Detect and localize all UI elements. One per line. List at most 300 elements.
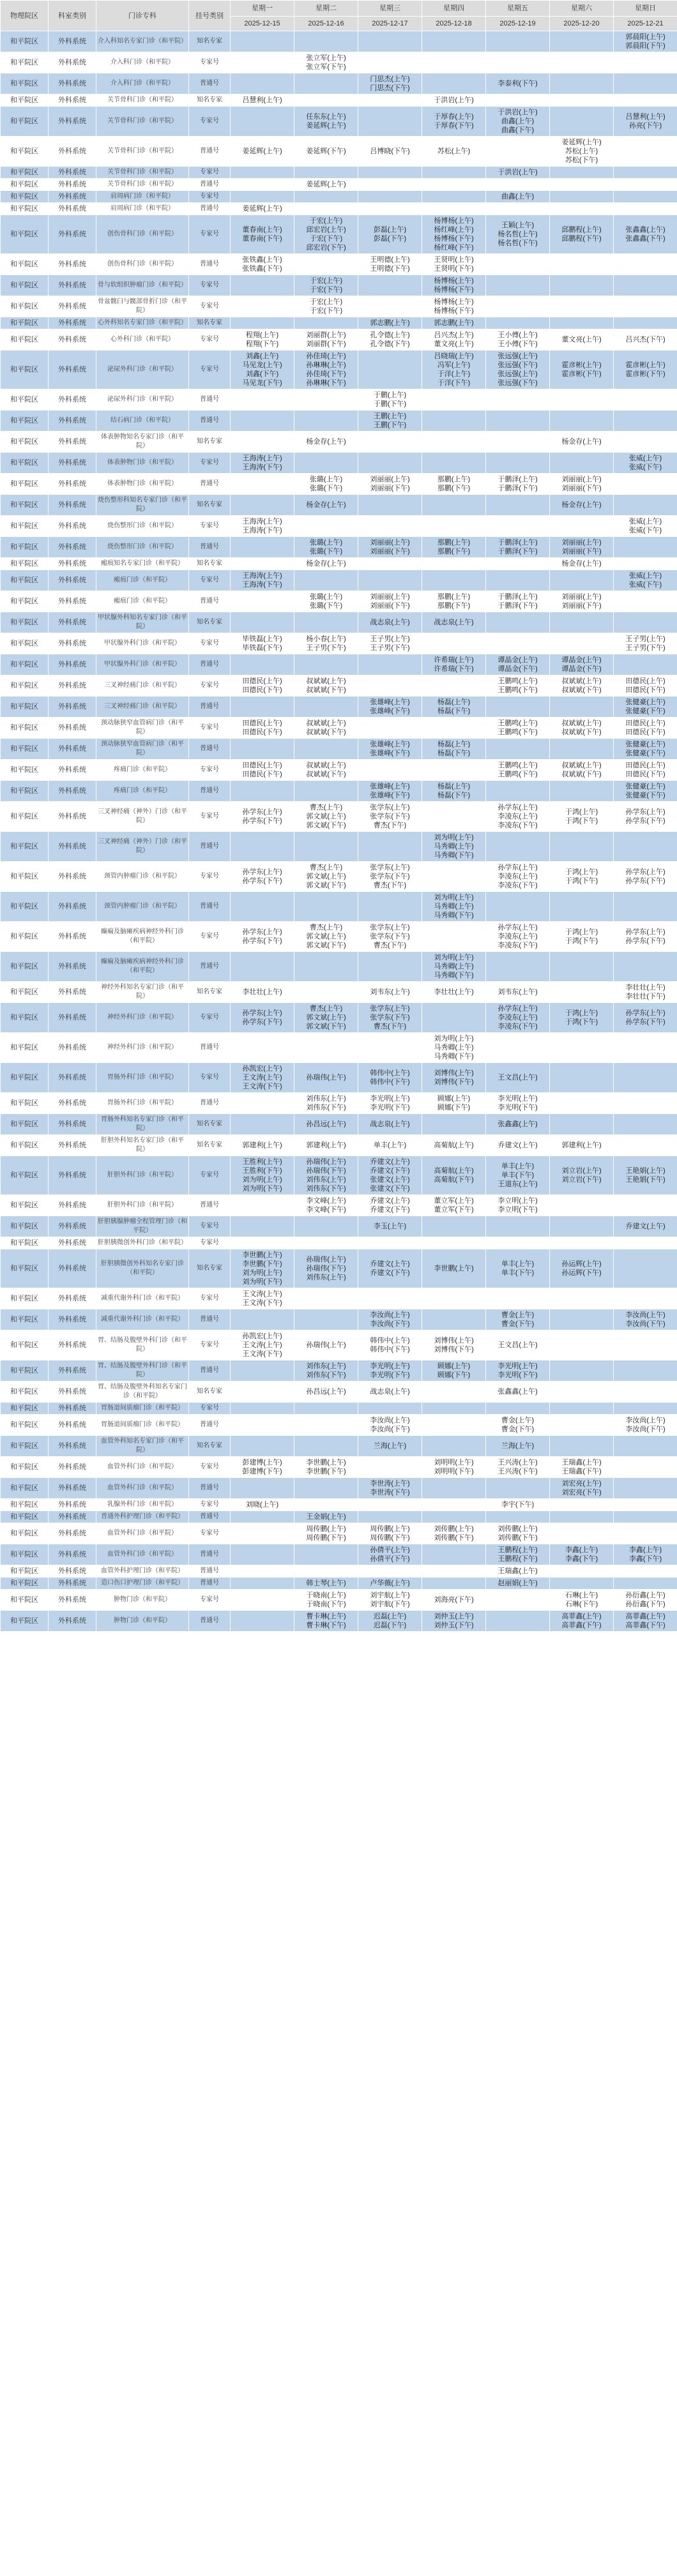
doctor-slot[interactable]: 那鹏(下午) xyxy=(437,548,471,555)
doctor-slot[interactable]: 于洋(下午) xyxy=(437,379,471,387)
doctor-slot[interactable]: 张雄峰(上午) xyxy=(370,698,410,706)
doctor-slot[interactable]: 王海涛(下午) xyxy=(242,463,282,471)
doctor-slot[interactable]: 于洪岩(上午) xyxy=(434,96,474,104)
doctor-slot[interactable]: 于宏(上午) xyxy=(309,298,343,306)
doctor-slot[interactable]: 杨磊(下午) xyxy=(437,707,471,715)
doctor-slot[interactable]: 王文昌(上午) xyxy=(498,1074,538,1081)
doctor-slot[interactable]: 石琳(上午) xyxy=(565,1592,598,1599)
doctor-slot[interactable]: 刘丽丽(上午) xyxy=(370,539,410,546)
doctor-slot[interactable]: 孙学东(上午) xyxy=(498,804,538,811)
doctor-slot[interactable]: 刘丽丽(上午) xyxy=(561,539,602,546)
doctor-slot[interactable]: 杨博杨(下午) xyxy=(434,235,474,243)
doctor-slot[interactable]: 姜延辉(上午) xyxy=(242,147,282,155)
doctor-slot[interactable]: 张远强(下午) xyxy=(498,361,538,369)
doctor-slot[interactable]: 韩伟中(下午) xyxy=(370,1078,410,1086)
doctor-slot[interactable]: 孙学东(下午) xyxy=(242,877,282,885)
doctor-slot[interactable]: 孙学东(下午) xyxy=(625,877,666,885)
doctor-slot[interactable]: 张铁鑫(上午) xyxy=(242,256,282,264)
doctor-slot[interactable]: 李凌东(下午) xyxy=(498,1023,538,1030)
doctor-slot[interactable]: 吕晓瑞(上午) xyxy=(434,352,474,360)
doctor-slot[interactable]: 张雄峰(上午) xyxy=(370,783,410,790)
doctor-slot[interactable]: 于鹏泽(下午) xyxy=(498,485,538,492)
doctor-slot[interactable]: 孙学东(上午) xyxy=(498,864,538,871)
doctor-slot[interactable]: 董春南(下午) xyxy=(242,235,282,243)
doctor-slot[interactable]: 刘博伟(下午) xyxy=(434,1346,474,1353)
doctor-slot[interactable]: 刘立岩(下午) xyxy=(561,1176,602,1184)
doctor-slot[interactable]: 单丰(下午) xyxy=(501,1171,535,1179)
doctor-slot[interactable]: 张健豪(上午) xyxy=(625,741,666,748)
doctor-slot[interactable]: 谭晶金(下午) xyxy=(498,665,538,673)
doctor-slot[interactable]: 孙学东(下午) xyxy=(625,1018,666,1026)
doctor-slot[interactable]: 姜延辉(下午) xyxy=(306,147,346,155)
doctor-slot[interactable]: 杨金存(上午) xyxy=(561,501,602,509)
doctor-slot[interactable]: 霍彦彬(下午) xyxy=(625,370,666,378)
doctor-slot[interactable]: 杨红峰(下午) xyxy=(434,244,474,252)
doctor-slot[interactable]: 刘为明(下午) xyxy=(242,1185,282,1193)
doctor-slot[interactable]: 刘为明(下午) xyxy=(242,1278,282,1286)
doctor-slot[interactable]: 王鹏鸣(下午) xyxy=(498,771,538,778)
doctor-slot[interactable]: 吕慧利(上午) xyxy=(625,113,666,121)
doctor-slot[interactable]: 周传鹏(下午) xyxy=(370,1534,410,1542)
doctor-slot[interactable]: 刘仲玉(下午) xyxy=(434,1622,474,1629)
doctor-slot[interactable]: 于鸿(上午) xyxy=(565,808,598,816)
doctor-slot[interactable]: 李世涛(下午) xyxy=(370,1489,410,1496)
doctor-slot[interactable]: 郭文斌(下午) xyxy=(306,1023,346,1030)
doctor-slot[interactable]: 于晓南(上午) xyxy=(306,1592,346,1599)
doctor-slot[interactable]: 叔斌斌(下午) xyxy=(561,728,602,736)
doctor-slot[interactable]: 高菲鑫(上午) xyxy=(625,1613,666,1620)
doctor-slot[interactable]: 杨小春(上午) xyxy=(306,635,346,643)
doctor-slot[interactable]: 李凌东(下午) xyxy=(498,822,538,829)
doctor-slot[interactable]: 叔斌斌(下午) xyxy=(561,686,602,694)
doctor-slot[interactable]: 杨红峰(上午) xyxy=(434,226,474,234)
doctor-slot[interactable]: 王瑞鑫(上午) xyxy=(561,1459,602,1466)
doctor-slot[interactable]: 李立明(上午) xyxy=(498,1197,538,1205)
doctor-slot[interactable]: 孙琳琳(上午) xyxy=(306,361,346,369)
doctor-slot[interactable]: 高菲鑫(上午) xyxy=(561,1613,602,1620)
doctor-slot[interactable]: 刘伟东(上午) xyxy=(306,1274,346,1281)
doctor-slot[interactable]: 董立军(下午) xyxy=(434,1206,474,1214)
doctor-slot[interactable]: 邱宏岩(下午) xyxy=(306,244,346,252)
doctor-slot[interactable]: 于鹏泽(下午) xyxy=(498,548,538,555)
doctor-slot[interactable]: 于宏(下午) xyxy=(309,235,343,243)
doctor-slot[interactable]: 张立军(下午) xyxy=(306,63,346,71)
doctor-slot[interactable]: 马秀卿(上午) xyxy=(434,843,474,850)
doctor-slot[interactable]: 王小傅(下午) xyxy=(498,340,538,348)
doctor-slot[interactable]: 王海涛(下午) xyxy=(242,527,282,534)
doctor-slot[interactable]: 王文涛(下午) xyxy=(242,1350,282,1358)
doctor-slot[interactable]: 郭志鹏(上午) xyxy=(434,319,474,327)
doctor-slot[interactable]: 孙学东(上午) xyxy=(242,808,282,816)
doctor-slot[interactable]: 杨磊(下午) xyxy=(437,749,471,757)
doctor-slot[interactable]: 杨博杨(下午) xyxy=(434,286,474,294)
doctor-slot[interactable]: 李凌东(上午) xyxy=(498,813,538,820)
doctor-slot[interactable]: 叔斌斌(上午) xyxy=(561,719,602,727)
doctor-slot[interactable]: 刘伟东(上午) xyxy=(306,1095,346,1103)
doctor-slot[interactable]: 刘丽丽(下午) xyxy=(370,602,410,610)
doctor-slot[interactable]: 杨金存(上午) xyxy=(561,438,602,446)
doctor-slot[interactable]: 刘鑫(上午) xyxy=(245,352,279,360)
doctor-slot[interactable]: 孙佳琦(下午) xyxy=(306,370,346,378)
doctor-slot[interactable]: 姜延辉(上午) xyxy=(242,205,282,213)
doctor-slot[interactable]: 高菲鑫(下午) xyxy=(561,1622,602,1629)
doctor-slot[interactable]: 于鸿(下午) xyxy=(565,937,598,945)
doctor-slot[interactable]: 李凌东(下午) xyxy=(498,882,538,889)
doctor-slot[interactable]: 李壮壮(上午) xyxy=(625,984,666,991)
doctor-slot[interactable]: 李凌东(下午) xyxy=(498,942,538,949)
doctor-slot[interactable]: 张远强(下午) xyxy=(498,379,538,387)
doctor-slot[interactable]: 董文亮(上午) xyxy=(561,336,602,343)
doctor-slot[interactable]: 李光明(下午) xyxy=(498,1371,538,1379)
doctor-slot[interactable]: 郭文斌(下午) xyxy=(306,942,346,949)
doctor-slot[interactable]: 孙衍鑫(下午) xyxy=(625,1601,666,1608)
doctor-slot[interactable]: 马秀卿(上午) xyxy=(434,903,474,910)
doctor-slot[interactable]: 田德民(下午) xyxy=(625,686,666,694)
doctor-slot[interactable]: 张雄峰(上午) xyxy=(370,741,410,748)
doctor-slot[interactable]: 李宇(下午) xyxy=(501,1501,535,1509)
doctor-slot[interactable]: 刘为明(上午) xyxy=(434,834,474,841)
doctor-slot[interactable]: 刘丽丽(上午) xyxy=(561,593,602,601)
doctor-slot[interactable]: 田德民(下午) xyxy=(242,686,282,694)
doctor-slot[interactable]: 郭文斌(上午) xyxy=(306,933,346,940)
doctor-slot[interactable]: 曹杰(上午) xyxy=(309,1005,343,1013)
doctor-slot[interactable]: 张璐(上午) xyxy=(309,539,343,546)
doctor-slot[interactable]: 王兴涛(下午) xyxy=(498,1468,538,1475)
doctor-slot[interactable]: 孙学东(上午) xyxy=(625,928,666,936)
doctor-slot[interactable]: 王海涛(上午) xyxy=(242,455,282,462)
doctor-slot[interactable]: 李立明(下午) xyxy=(498,1206,538,1214)
doctor-slot[interactable]: 刘丽丽(下午) xyxy=(370,485,410,492)
doctor-slot[interactable]: 杨博杨(上午) xyxy=(434,277,474,285)
doctor-slot[interactable]: 孙学东(下午) xyxy=(625,817,666,825)
doctor-slot[interactable]: 刘明明(上午) xyxy=(434,1459,474,1466)
doctor-slot[interactable]: 于鸿(上午) xyxy=(565,868,598,876)
doctor-slot[interactable]: 孙学东(上午) xyxy=(242,868,282,876)
doctor-slot[interactable]: 杨磊(上午) xyxy=(437,783,471,790)
doctor-slot[interactable]: 孙学东(下午) xyxy=(625,937,666,945)
doctor-slot[interactable]: 刘宏亮(上午) xyxy=(561,1480,602,1488)
doctor-slot[interactable]: 刘明明(下午) xyxy=(434,1468,474,1475)
doctor-slot[interactable]: 吕兴杰(上午) xyxy=(434,331,474,339)
doctor-slot[interactable]: 刘伟东(上午) xyxy=(306,1362,346,1370)
doctor-slot[interactable]: 曹卡琳(下午) xyxy=(306,1622,346,1629)
doctor-slot[interactable]: 孙瑞伟(上午) xyxy=(306,1074,346,1081)
doctor-slot[interactable]: 那鹏(下午) xyxy=(437,602,471,610)
doctor-slot[interactable]: 李鑫(上午) xyxy=(565,1546,598,1554)
doctor-slot[interactable]: 于鸿(下午) xyxy=(565,877,598,885)
doctor-slot[interactable]: 许希瑞(上午) xyxy=(434,656,474,664)
doctor-slot[interactable]: 于鹏(下午) xyxy=(373,400,407,408)
doctor-slot[interactable]: 张威(上午) xyxy=(628,518,662,525)
doctor-slot[interactable]: 董春南(上午) xyxy=(242,226,282,234)
doctor-slot[interactable]: 王鹏程(上午) xyxy=(498,1546,538,1554)
doctor-slot[interactable]: 霍彦彬(上午) xyxy=(625,361,666,369)
doctor-slot[interactable]: 杨名哲(下午) xyxy=(498,239,538,247)
doctor-slot[interactable]: 王瑞鑫(下午) xyxy=(561,1468,602,1475)
doctor-slot[interactable]: 郭文斌(下午) xyxy=(306,882,346,889)
doctor-slot[interactable]: 刘伟东(下午) xyxy=(306,1185,346,1193)
doctor-slot[interactable]: 杨磊(上午) xyxy=(437,698,471,706)
doctor-slot[interactable]: 孙学东(上午) xyxy=(242,928,282,936)
doctor-slot[interactable]: 叔斌斌(上午) xyxy=(306,762,346,769)
doctor-slot[interactable]: 孙运辉(上午) xyxy=(561,1260,602,1268)
doctor-slot[interactable]: 卢华薇(上午) xyxy=(370,1579,410,1587)
doctor-slot[interactable]: 毕铁磊(下午) xyxy=(242,644,282,652)
doctor-slot[interactable]: 王鹏鸣(下午) xyxy=(498,728,538,736)
doctor-slot[interactable]: 郭建利(上午) xyxy=(561,1141,602,1149)
doctor-slot[interactable]: 于鹏泽(上午) xyxy=(498,476,538,483)
doctor-slot[interactable]: 李光明(上午) xyxy=(370,1362,410,1370)
doctor-slot[interactable]: 刘博伟(上午) xyxy=(434,1337,474,1344)
doctor-slot[interactable]: 田德民(下午) xyxy=(242,728,282,736)
doctor-slot[interactable]: 张立军(上午) xyxy=(306,54,346,62)
doctor-slot[interactable]: 张远强(上午) xyxy=(498,352,538,360)
doctor-slot[interactable]: 刘为明(上午) xyxy=(434,954,474,961)
doctor-slot[interactable]: 李光明(上午) xyxy=(370,1095,410,1103)
doctor-slot[interactable]: 苏松(上午) xyxy=(437,147,471,155)
doctor-slot[interactable]: 刘鑫(下午) xyxy=(245,370,279,378)
doctor-slot[interactable]: 曹金(下午) xyxy=(501,1426,535,1433)
doctor-slot[interactable]: 马秀卿(下午) xyxy=(434,1053,474,1060)
doctor-slot[interactable]: 王子男(下午) xyxy=(625,644,666,652)
doctor-slot[interactable]: 于鹏泽(上午) xyxy=(498,539,538,546)
doctor-slot[interactable]: 吕兴杰(下午) xyxy=(625,336,666,343)
doctor-slot[interactable]: 张健豪(上午) xyxy=(625,783,666,790)
doctor-slot[interactable]: 王金娟(上午) xyxy=(306,1513,346,1521)
doctor-slot[interactable]: 张璐(上午) xyxy=(309,476,343,483)
doctor-slot[interactable]: 叔斌斌(上午) xyxy=(561,762,602,769)
doctor-slot[interactable]: 王颖(上午) xyxy=(501,222,535,229)
doctor-slot[interactable]: 于洋(上午) xyxy=(437,370,471,378)
doctor-slot[interactable]: 李汝尚(上午) xyxy=(625,1417,666,1424)
doctor-slot[interactable]: 李汝尚(下午) xyxy=(370,1320,410,1328)
doctor-slot[interactable]: 彭建博(下午) xyxy=(242,1468,282,1475)
doctor-slot[interactable]: 马见龙(下午) xyxy=(242,379,282,387)
doctor-slot[interactable]: 孙学东(上午) xyxy=(242,1009,282,1017)
doctor-slot[interactable]: 郭文斌(下午) xyxy=(306,822,346,829)
doctor-slot[interactable]: 李世鹏(上午) xyxy=(242,1251,282,1259)
doctor-slot[interactable]: 张雄峰(下午) xyxy=(370,707,410,715)
doctor-slot[interactable]: 张铁鑫(下午) xyxy=(242,265,282,273)
doctor-slot[interactable]: 叔斌斌(下午) xyxy=(306,686,346,694)
doctor-slot[interactable]: 王子男(下午) xyxy=(306,644,346,652)
doctor-slot[interactable]: 李汝尚(下午) xyxy=(625,1320,666,1328)
doctor-slot[interactable]: 张鑫鑫(下午) xyxy=(625,235,666,243)
doctor-slot[interactable]: 刘韦东(上午) xyxy=(370,988,410,996)
doctor-slot[interactable]: 叔斌斌(上午) xyxy=(306,677,346,685)
doctor-slot[interactable]: 马秀卿(下午) xyxy=(434,972,474,979)
doctor-slot[interactable]: 战志泉(上午) xyxy=(370,619,410,626)
doctor-slot[interactable]: 刘为明(上午) xyxy=(242,1269,282,1277)
doctor-slot[interactable]: 李凌东(上午) xyxy=(498,1014,538,1021)
doctor-slot[interactable]: 叔斌斌(上午) xyxy=(561,677,602,685)
doctor-slot[interactable]: 门思杰(上午) xyxy=(370,75,410,83)
doctor-slot[interactable]: 杨金存(上午) xyxy=(306,438,346,446)
doctor-slot[interactable]: 单丰(上午) xyxy=(501,1260,535,1268)
doctor-slot[interactable]: 杨博杨(上午) xyxy=(434,217,474,225)
doctor-slot[interactable]: 李凌东(上午) xyxy=(498,933,538,940)
doctor-slot[interactable]: 苏松(下午) xyxy=(565,156,598,164)
doctor-slot[interactable]: 李鑫(上午) xyxy=(628,1546,662,1554)
doctor-slot[interactable]: 邱宏岩(上午) xyxy=(306,226,346,234)
doctor-slot[interactable]: 谭晶金(上午) xyxy=(561,656,602,664)
doctor-slot[interactable]: 刘韦东(上午) xyxy=(498,988,538,996)
doctor-slot[interactable]: 刘传鹏(下午) xyxy=(498,1534,538,1542)
doctor-slot[interactable]: 王海涛(上午) xyxy=(242,518,282,525)
doctor-slot[interactable]: 王道东(上午) xyxy=(498,1180,538,1188)
doctor-slot[interactable]: 李世鹏(上午) xyxy=(306,1459,346,1466)
doctor-slot[interactable]: 乔建文(下午) xyxy=(370,1269,410,1277)
doctor-slot[interactable]: 叔斌斌(下午) xyxy=(306,728,346,736)
doctor-slot[interactable]: 李世涛(上午) xyxy=(370,1480,410,1488)
doctor-slot[interactable]: 乔建文(下午) xyxy=(370,1167,410,1175)
doctor-slot[interactable]: 高菊航(上午) xyxy=(434,1141,474,1149)
doctor-slot[interactable]: 刘为明(上午) xyxy=(434,894,474,901)
doctor-slot[interactable]: 张璐(下午) xyxy=(309,548,343,555)
doctor-slot[interactable]: 董文亮(上午) xyxy=(434,340,474,348)
doctor-slot[interactable]: 李泰利(下午) xyxy=(498,80,538,87)
doctor-slot[interactable]: 孙学东(上午) xyxy=(625,868,666,876)
doctor-slot[interactable]: 曲鑫(下午) xyxy=(501,126,535,134)
doctor-slot[interactable]: 杨博杨(上午) xyxy=(434,298,474,306)
doctor-slot[interactable]: 顾娜(上午) xyxy=(437,1095,471,1103)
doctor-slot[interactable]: 于鸿(下午) xyxy=(565,817,598,825)
doctor-slot[interactable]: 王贤明(上午) xyxy=(434,256,474,264)
doctor-slot[interactable]: 李凌东(上午) xyxy=(498,873,538,880)
doctor-slot[interactable]: 于宏(下午) xyxy=(309,286,343,294)
doctor-slot[interactable]: 赵丽娟(上午) xyxy=(498,1579,538,1587)
doctor-slot[interactable]: 兰海(上午) xyxy=(501,1442,535,1450)
doctor-slot[interactable]: 王文涛(下午) xyxy=(242,1083,282,1090)
doctor-slot[interactable]: 刘宏亮(下午) xyxy=(561,1489,602,1496)
doctor-slot[interactable]: 周传鹏(上午) xyxy=(306,1525,346,1533)
doctor-slot[interactable]: 战志泉(上午) xyxy=(434,619,474,626)
doctor-slot[interactable]: 张璐(下午) xyxy=(309,485,343,492)
doctor-slot[interactable]: 门思杰(下午) xyxy=(370,84,410,92)
doctor-slot[interactable]: 刘博伟(下午) xyxy=(434,1078,474,1086)
doctor-slot[interactable]: 刘传鹏(下午) xyxy=(434,1534,474,1542)
doctor-slot[interactable]: 王鹏(上午) xyxy=(373,412,407,420)
doctor-slot[interactable]: 乔建文(上午) xyxy=(498,1141,538,1149)
doctor-slot[interactable]: 李汝尚(下午) xyxy=(625,1426,666,1433)
doctor-slot[interactable]: 周传鹏(上午) xyxy=(370,1525,410,1533)
doctor-slot[interactable]: 孙昌远(上午) xyxy=(306,1120,346,1128)
doctor-slot[interactable]: 程翔(上午) xyxy=(245,331,279,339)
doctor-slot[interactable]: 张健豪(下午) xyxy=(625,792,666,799)
doctor-slot[interactable]: 孔令德(上午) xyxy=(370,331,410,339)
doctor-slot[interactable]: 叔斌斌(上午) xyxy=(306,719,346,727)
doctor-slot[interactable]: 曹杰(上午) xyxy=(309,864,343,871)
doctor-slot[interactable]: 张鑫鑫(上午) xyxy=(498,1120,538,1128)
doctor-slot[interactable]: 李壮壮(下午) xyxy=(625,993,666,1000)
doctor-slot[interactable]: 王鹏鸣(上午) xyxy=(498,677,538,685)
doctor-slot[interactable]: 韩伟中(下午) xyxy=(370,1346,410,1353)
doctor-slot[interactable]: 李世鹏(下午) xyxy=(306,1468,346,1475)
doctor-slot[interactable]: 孙学东(下午) xyxy=(242,937,282,945)
doctor-slot[interactable]: 李壮壮(上午) xyxy=(434,988,474,996)
doctor-slot[interactable]: 曹金(上午) xyxy=(501,1311,535,1319)
doctor-slot[interactable]: 兰海(上午) xyxy=(373,1442,407,1450)
doctor-slot[interactable]: 乔建文(上午) xyxy=(370,1197,410,1205)
doctor-slot[interactable]: 张威(上午) xyxy=(628,572,662,580)
doctor-slot[interactable]: 李汝尚(上午) xyxy=(370,1417,410,1424)
doctor-slot[interactable]: 迟磊(上午) xyxy=(373,1613,407,1620)
doctor-slot[interactable]: 谭晶金(下午) xyxy=(561,665,602,673)
doctor-slot[interactable]: 张威(下午) xyxy=(628,527,662,534)
doctor-slot[interactable]: 李玉(上午) xyxy=(373,1223,407,1230)
doctor-slot[interactable]: 彭建博(上午) xyxy=(242,1459,282,1466)
doctor-slot[interactable]: 于宏(上午) xyxy=(309,217,343,225)
doctor-slot[interactable]: 马秀卿(上午) xyxy=(434,963,474,970)
doctor-slot[interactable]: 于鸿(上午) xyxy=(565,1009,598,1017)
doctor-slot[interactable]: 霍彦彬(下午) xyxy=(561,370,602,378)
doctor-slot[interactable]: 刘丽丽(上午) xyxy=(370,476,410,483)
doctor-slot[interactable]: 石琳(下午) xyxy=(565,1601,598,1608)
doctor-slot[interactable]: 李光明(下午) xyxy=(370,1371,410,1379)
doctor-slot[interactable]: 孙运辉(下午) xyxy=(561,1269,602,1277)
doctor-slot[interactable]: 孙昌远(上午) xyxy=(306,1388,346,1396)
doctor-slot[interactable]: 曹杰(下午) xyxy=(373,822,407,829)
doctor-slot[interactable]: 孙倩平(上午) xyxy=(370,1546,410,1554)
doctor-slot[interactable]: 王文涛(下午) xyxy=(242,1299,282,1307)
doctor-slot[interactable]: 孙亮(下午) xyxy=(628,122,662,130)
doctor-slot[interactable]: 孙凯宏(上午) xyxy=(242,1065,282,1073)
doctor-slot[interactable]: 孙凯宏(上午) xyxy=(242,1332,282,1340)
doctor-slot[interactable]: 张璐(上午) xyxy=(309,593,343,601)
doctor-slot[interactable]: 张威(下午) xyxy=(628,581,662,589)
doctor-slot[interactable]: 张鑫鑫(上午) xyxy=(498,1388,538,1396)
doctor-slot[interactable]: 曹卡琳(上午) xyxy=(306,1613,346,1620)
doctor-slot[interactable]: 张建文(下午) xyxy=(370,1185,410,1193)
doctor-slot[interactable]: 王小傅(上午) xyxy=(498,331,538,339)
doctor-slot[interactable]: 刘传鹏(上午) xyxy=(434,1525,474,1533)
doctor-slot[interactable]: 田德民(上午) xyxy=(242,677,282,685)
doctor-slot[interactable]: 李汝尚(上午) xyxy=(370,1311,410,1319)
doctor-slot[interactable]: 刘丽丽(下午) xyxy=(561,602,602,610)
doctor-slot[interactable]: 孙瑞伟(上午) xyxy=(306,1158,346,1166)
doctor-slot[interactable]: 于宏(上午) xyxy=(309,277,343,285)
doctor-slot[interactable]: 刘丽丽(上午) xyxy=(561,476,602,483)
doctor-slot[interactable]: 张学东(上午) xyxy=(370,924,410,931)
doctor-slot[interactable]: 乔建文(上午) xyxy=(370,1158,410,1166)
doctor-slot[interactable]: 孙瑞伟(上午) xyxy=(306,1341,346,1349)
doctor-slot[interactable]: 王鹏程(下午) xyxy=(498,1555,538,1563)
doctor-slot[interactable]: 于洪岩(上午) xyxy=(498,169,538,176)
doctor-slot[interactable]: 于鹏泽(上午) xyxy=(498,593,538,601)
doctor-slot[interactable]: 张雄峰(下午) xyxy=(370,749,410,757)
doctor-slot[interactable]: 叔斌斌(下午) xyxy=(306,771,346,778)
doctor-slot[interactable]: 刘立岩(上午) xyxy=(561,1167,602,1175)
doctor-slot[interactable]: 韩伟中(上午) xyxy=(370,1069,410,1077)
doctor-slot[interactable]: 毕铁磊(上午) xyxy=(242,635,282,643)
doctor-slot[interactable]: 于晓南(下午) xyxy=(306,1601,346,1608)
doctor-slot[interactable]: 李光明(上午) xyxy=(498,1095,538,1103)
doctor-slot[interactable]: 刘博伟(上午) xyxy=(434,1069,474,1077)
doctor-slot[interactable]: 王海涛(上午) xyxy=(242,572,282,580)
doctor-slot[interactable]: 田德民(上午) xyxy=(625,719,666,727)
doctor-slot[interactable]: 张健豪(下午) xyxy=(625,749,666,757)
doctor-slot[interactable]: 杨金存(上午) xyxy=(306,501,346,509)
doctor-slot[interactable]: 孙学东(上午) xyxy=(625,1009,666,1017)
doctor-slot[interactable]: 王子男(上午) xyxy=(370,635,410,643)
doctor-slot[interactable]: 张远强(上午) xyxy=(498,370,538,378)
doctor-slot[interactable]: 张学东(下午) xyxy=(370,1014,410,1021)
doctor-slot[interactable]: 马秀卿(上午) xyxy=(434,1044,474,1051)
doctor-slot[interactable]: 刘伟东(下午) xyxy=(306,1104,346,1111)
doctor-slot[interactable]: 田德民(下午) xyxy=(242,771,282,778)
doctor-slot[interactable]: 马秀卿(下午) xyxy=(434,912,474,919)
doctor-slot[interactable]: 李世鹏(下午) xyxy=(242,1260,282,1268)
